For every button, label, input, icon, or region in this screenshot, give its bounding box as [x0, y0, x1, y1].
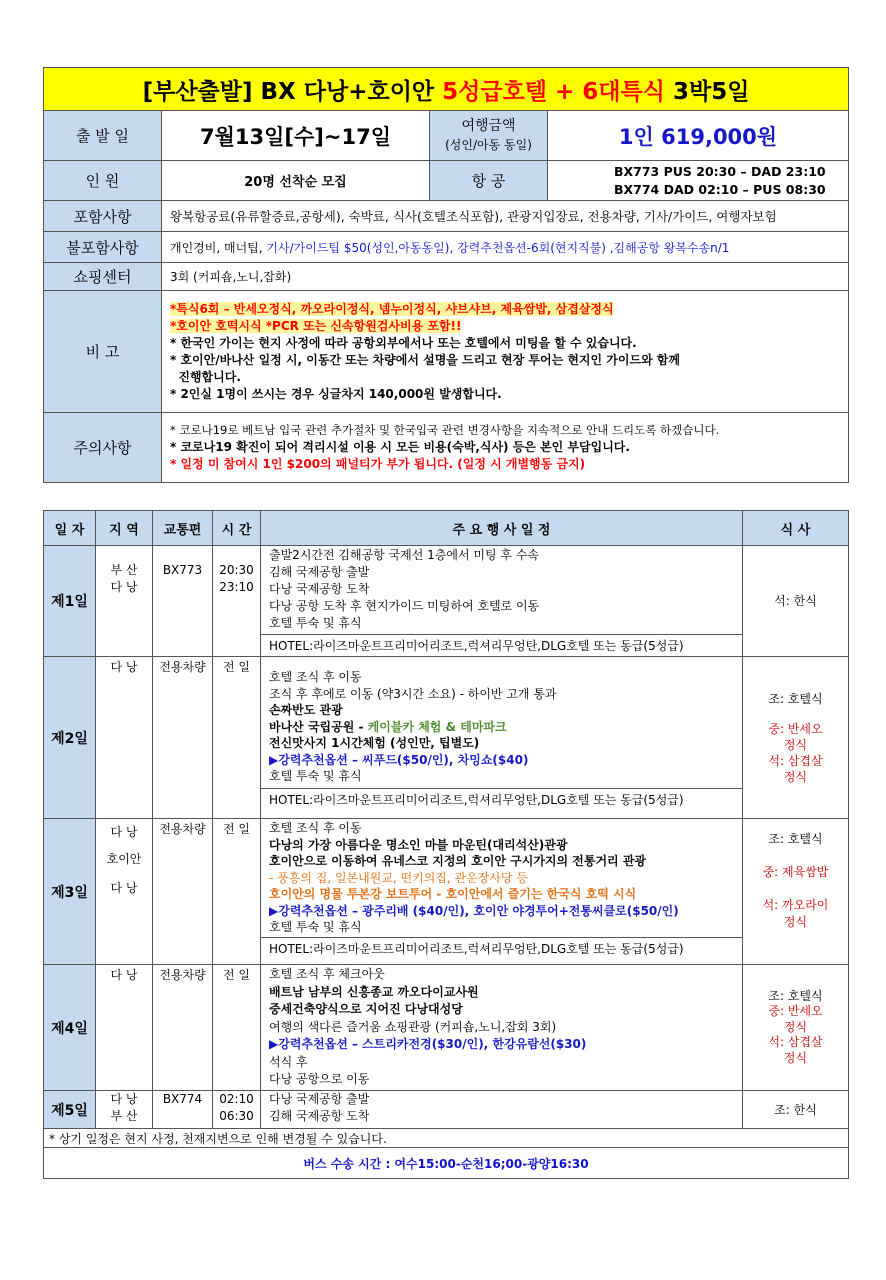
activity: 호이안의 명물 투본강 보트투어 - 호이안에서 즐기는 한국식 호떡 시식: [269, 887, 637, 901]
day-label: 제3일: [44, 819, 96, 965]
activity: 호텔 조식 후 이동: [269, 821, 362, 835]
day-time: 전 일: [213, 819, 261, 965]
day-region: 다 낭: [96, 965, 153, 1091]
flight-outbound: BX773 PUS 20:30 – DAD 23:10: [614, 163, 826, 179]
depart-value: 7월13일[수]~17일: [162, 111, 430, 161]
meal-line: 석: 삼겹살: [768, 753, 823, 768]
day-time: [213, 546, 261, 657]
include-label: 포함사항: [44, 201, 162, 232]
schedule-note: * 상기 일정은 현지 사정, 천재지변으로 인해 변경될 수 있습니다.: [44, 1129, 849, 1148]
remark-label: 비 고: [44, 291, 162, 413]
remark-value: [162, 291, 849, 413]
caution-penalty: * 일정 미 참여시 1인 $200의 패널티가 부가 됩니다. (일정 시 개별행동 금지): [170, 457, 586, 471]
header-time: 시 간: [213, 511, 261, 546]
day-region: [96, 546, 153, 657]
activity: [269, 719, 742, 736]
activity: 다낭 공항 도착 후 현지가이드 미팅하여 호텔로 이동: [269, 599, 540, 613]
meal-line: 정식: [783, 737, 808, 752]
header-meal: 식 사: [743, 511, 849, 546]
price-label-line2: (성인/아동 동일): [445, 137, 532, 152]
day-label: 제4일: [44, 965, 96, 1091]
day-time: [213, 1091, 261, 1129]
flight-return: BX774 DAD 02:10 – PUS 08:30: [614, 181, 826, 197]
remark-single: * 2인실 1명이 쓰시는 경우 싱글차지 140,000원 발생합니다.: [170, 386, 502, 401]
activity: 전신맛사지 1시간체험 (성인만, 팁별도): [269, 736, 480, 750]
meal-line: 석: 삼겹살: [768, 1035, 823, 1050]
region-line: 다 낭: [110, 580, 138, 594]
activity: 다낭 국제공항 출발: [269, 1092, 370, 1106]
day-row-3: [44, 819, 849, 965]
meal-line: 정식: [783, 1019, 808, 1034]
activity: 중세건축양식으로 지어진 다낭대성당: [269, 1002, 463, 1016]
flight-value: [548, 161, 849, 201]
people-value: 20명 선착순 모집: [162, 161, 430, 201]
remark-guide: * 한국인 가이는 현지 사정에 따라 공항외부에서나 또는 호텔에서 미팅을 할 수 있습니다.: [170, 335, 637, 350]
caution-value: [162, 413, 849, 483]
depart-label: 출 발 일: [44, 111, 162, 161]
region-line: 부 산: [110, 1109, 138, 1123]
region-line: 다 낭: [110, 1092, 138, 1106]
activity: 출발2시간전 김해공항 국제선 1층에서 미팅 후 수속: [269, 548, 539, 562]
option-activity: ▶강력추천옵션 – 스트리카전경($30/인), 한강유람선($30): [269, 1037, 587, 1051]
day-activities: [261, 546, 743, 657]
activity: 호텔 투숙 및 휴식: [269, 616, 362, 630]
price-label-line1: 여행금액: [461, 117, 516, 134]
activity: 호텔 투숙 및 휴식: [269, 920, 362, 934]
option-activity: ▶강력추천옵션 – 광주리배 ($40/인), 호이안 야경투어+전통씨클로($50/인): [269, 903, 679, 918]
activity: 호텔 조식 후 체크아웃: [269, 967, 385, 981]
hotel-info: HOTEL:라이즈마운트프리미어리조트,럭셔리무엉탄,DLG호텔 또는 동급(5성급): [261, 788, 742, 809]
region-line: 다 낭: [110, 881, 138, 895]
exclude-blue: 기사/가이드팁 $50(성인,아동동일), 강력추천옵션-6회(현지직불) ,김해공항 왕복수송n/1: [266, 240, 730, 255]
meal-line: 정식: [783, 769, 808, 784]
day-meal: 석: 한식: [743, 546, 849, 657]
region-line: 다 낭: [110, 825, 138, 839]
activity: 석식 후: [269, 1054, 308, 1069]
day-transport: 전용차량: [153, 965, 213, 1091]
time-line: 02:10: [219, 1092, 254, 1106]
day-transport: 전용차량: [153, 657, 213, 819]
price-value: 1인 619,000원: [548, 111, 849, 161]
remark-hoian-cont: 진행합니다.: [170, 369, 241, 384]
title-highlight: 5성급호텔 + 6대특식: [442, 78, 665, 105]
meal-line: 조: 호텔식: [768, 988, 823, 1003]
activity: 호텔 투숙 및 휴식: [269, 769, 362, 783]
region-line: 호이안: [106, 852, 142, 866]
day-row-2: [44, 657, 849, 819]
day-time: 전 일: [213, 965, 261, 1091]
day-activities: [261, 965, 743, 1091]
meal-line: 조: 호텔식: [768, 691, 823, 706]
activity: 다낭 공항으로 이동: [269, 1072, 370, 1086]
activity: 김해 국제공항 출발: [269, 565, 370, 579]
day-transport: BX773: [153, 546, 213, 657]
schedule-table: [43, 510, 849, 1179]
activity: - 풍흥의 집, 일본내원교, 떤키의집, 관운장사당 등: [269, 870, 528, 885]
price-label: [430, 111, 548, 161]
time-line: 20:30: [219, 563, 254, 577]
caution-label: 주의사항: [44, 413, 162, 483]
hotel-info: HOTEL:라이즈마운트프리미어리조트,럭셔리무엉탄,DLG호텔 또는 동급(5성급): [261, 937, 742, 958]
shop-label: 쇼핑센터: [44, 263, 162, 291]
day-meal: [743, 657, 849, 819]
day-region: 다 낭: [96, 657, 153, 819]
day-row-4: [44, 965, 849, 1091]
day-activities: [261, 819, 743, 965]
hotel-info: HOTEL:라이즈마운트프리미어리조트,럭셔리무엉탄,DLG호텔 또는 동급(5성급): [261, 634, 742, 655]
day-time: 전 일: [213, 657, 261, 819]
time-line: 23:10: [219, 580, 254, 594]
remark-special-meals: *특식6회 – 반세오정식, 까오라이정식, 넴누이정식, 샤브샤브, 제육쌈밥, 삼겹살정식: [170, 301, 614, 316]
time-line: 06:30: [219, 1109, 254, 1123]
day-label: 제5일: [44, 1091, 96, 1129]
header-day: 일 자: [44, 511, 96, 546]
title-duration: 3박5일: [664, 78, 750, 105]
people-label: 인 원: [44, 161, 162, 201]
header-region: 지 역: [96, 511, 153, 546]
caution-covid-entry: * 코로나19로 베트남 입국 관련 추가절차 및 한국입국 관련 변경사항을 지속적으로 안내 드리도록 하겠습니다.: [170, 423, 720, 437]
day-row-1: [44, 546, 849, 657]
title-route: [부산출발] BX 다낭+호이안: [142, 78, 443, 105]
trip-info-table: [43, 67, 849, 483]
day-activities: [261, 657, 743, 819]
exclude-label: 불포함사항: [44, 232, 162, 263]
day-transport: BX774: [153, 1091, 213, 1129]
day-label: 제2일: [44, 657, 96, 819]
include-value: 왕복항공료(유류할증료,공항세), 숙박료, 식사(호텔조식포함), 관광지입장료, 전용차량, 기사/가이드, 여행자보험: [162, 201, 849, 232]
activity: 배트남 남부의 신흥종교 까오다이교사원: [269, 984, 479, 999]
meal-line: 조: 호텔식: [768, 832, 823, 846]
remark-pcr: *호이안 호떡시식 *PCR 또는 신속항원검사비용 포함!!: [170, 318, 462, 333]
day-label: 제1일: [44, 546, 96, 657]
meal-line: 중: 반세오: [768, 1004, 823, 1019]
meal-line: 중: 제육쌈밥: [762, 865, 829, 879]
exclude-value: [162, 232, 849, 263]
meal-line: 석: 까오라이: [762, 898, 829, 912]
meal-line: 정식: [783, 1050, 808, 1065]
option-activity: ▶강력추천옵션 – 씨푸드($50/인), 차밍쇼($40): [269, 752, 529, 767]
activity: 호텔 조식 후 이동: [269, 670, 362, 684]
region-line: 부 산: [110, 563, 138, 577]
day-meal: [743, 965, 849, 1091]
activity-part: 케이블카 체험 & 테마파크: [367, 719, 507, 734]
caution-quarantine: * 코로나19 확진이 되어 격리시설 이용 시 모든 비용(숙박,식사) 등은 본인 부담입니다.: [170, 440, 630, 454]
day-region: [96, 1091, 153, 1129]
day-transport: 전용차량: [153, 819, 213, 965]
day-row-5: [44, 1091, 849, 1129]
shop-value: 3회 (커피숍,노니,잡화): [162, 263, 849, 291]
header-itinerary: 주 요 행 사 일 정: [261, 511, 743, 546]
day-meal: [743, 819, 849, 965]
trip-title: [44, 68, 849, 111]
activity: 조식 후 후에로 이동 (약3시간 소요) - 하이반 고개 통과: [269, 686, 557, 701]
activity: 여행의 색다른 즐거움 쇼핑관광 (커피숍,노니,잡회 3회): [269, 1019, 557, 1034]
day-meal: 조: 한식: [743, 1091, 849, 1129]
header-transport: 교통편: [153, 511, 213, 546]
activity: 김해 국제공항 도착: [269, 1108, 370, 1123]
meal-line: 정식: [783, 915, 808, 929]
activity: 다낭의 가장 아름다운 명소인 마블 마운틴(대리석산)관광: [269, 837, 568, 852]
exclude-black: 개인경비, 매너팁,: [170, 240, 267, 255]
meal-line: 중: 반세오: [768, 721, 823, 736]
remark-hoian: * 호이안/바나산 일정 시, 이동간 또는 차량에서 설명을 드리고 현장 투어는 현지인 가이드와 함께: [170, 352, 681, 367]
activity: 호이안으로 이동하여 유네스코 지정의 호이안 구시가지의 전통거리 관광: [269, 854, 647, 868]
activity: 손짜반도 관광: [269, 703, 343, 717]
day-region: [96, 819, 153, 965]
day-activities: [261, 1091, 743, 1129]
flight-label: 항 공: [430, 161, 548, 201]
bus-schedule: 버스 수송 시간 : 여수15:00-순천16;00-광양16:30: [44, 1148, 849, 1179]
activity-part: 바나산 국립공원 -: [269, 719, 368, 734]
activity: 다낭 국제공항 도착: [269, 582, 370, 596]
